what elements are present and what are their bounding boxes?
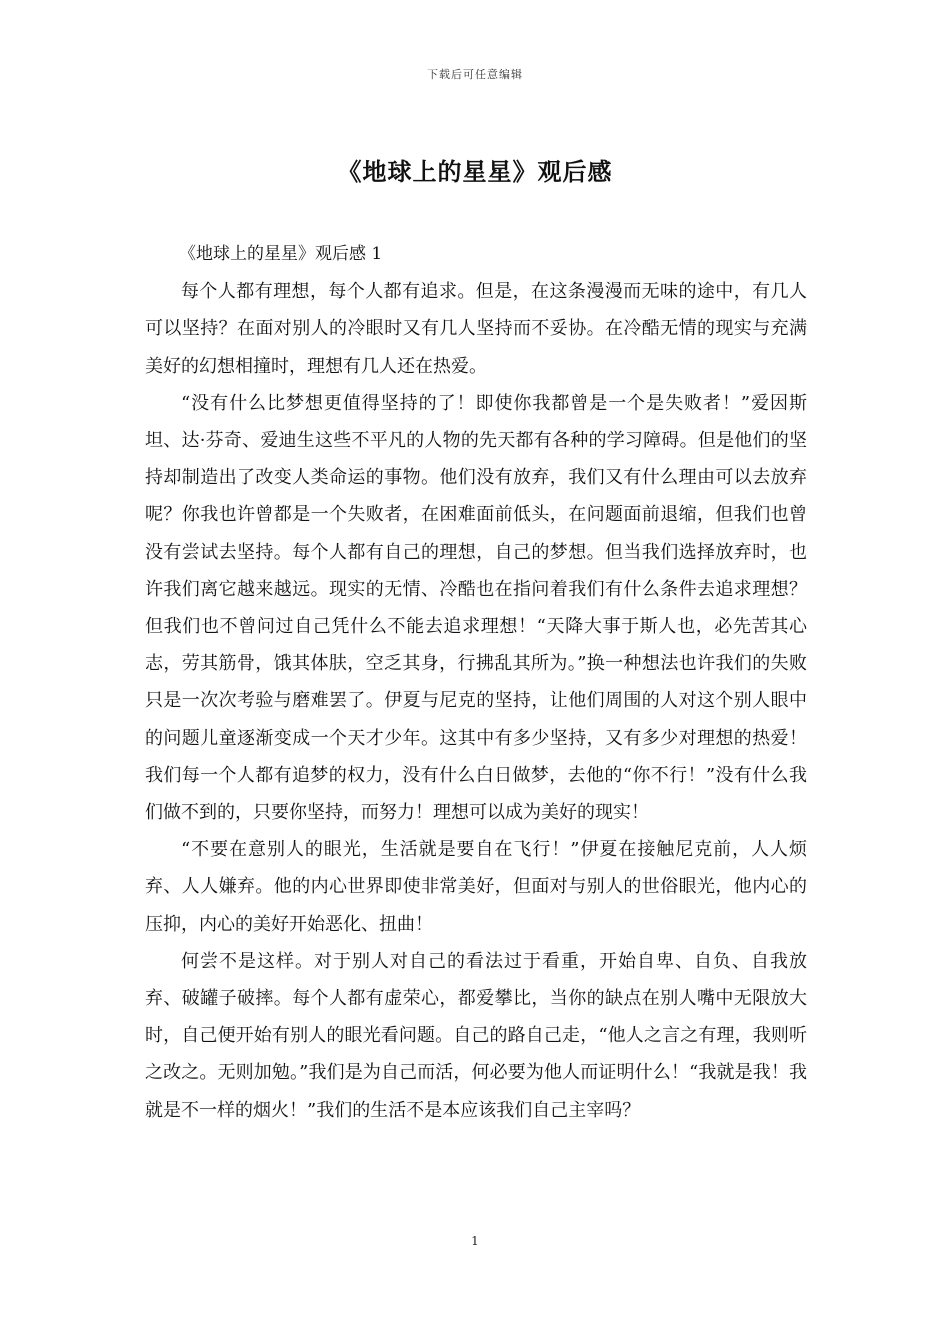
document-body xyxy=(145,236,807,1129)
paragraph: “不要在意别人的眼光，生活就是要自在飞行！”伊夏在接触尼克前，人人烦弃、人人嫌弃。他的内心世界即使非常美好，但面对与别人的世俗眼光，他内心的压抑，内心的美好开始恶化、扭曲！ xyxy=(145,839,807,935)
paragraph: 每个人都有理想，每个人都有追求。但是，在这条漫漫而无味的途中，有几人可以坚持？在面对别人的冷眼时又有几人坚持而不妥协。在冷酷无情的现实与充满美好的幻想相撞时，理想有几人还在热爱。 xyxy=(145,281,807,377)
paragraph: 何尝不是这样。对于别人对自己的看法过于看重，开始自卑、自负、自我放弃、破罐子破摔。每个人都有虚荣心，都爱攀比，当你的缺点在别人嘴中无限放大时，自己便开始有别人的眼光看问题。自己的路自己走，“他人之言之有理，我则听之改之。无则加勉。”我们是为自己而活，何必要为他人而证明什么！“我就是我！我就是不一样的烟火！”我们的生活不是本应该我们自己主宰吗？ xyxy=(145,950,807,1121)
page-number: 1 xyxy=(471,1234,479,1248)
section-subtitle: 《地球上的星星》观后感 1 xyxy=(179,244,383,264)
paragraph: “没有什么比梦想更值得坚持的了！即使你我都曾是一个是失败者！”爱因斯坦、达·芬奇、爱迪生这些不平凡的人物的先天都有各种的学习障碍。但是他们的坚持却制造出了改变人类命运的事物。他们没有放弃，我们又有什么理由可以去放弃呢？你我也许曾都是一个失败者，在困难面前低头，在问题面前退缩，但我们也曾没有尝试去坚持。每个人都有自己的理想，自己的梦想。但当我们选择放弃时，也许我们离它越来越远。现实的无情、冷酷也在指问着我们有什么条件去追求理想？但我们也不曾问过自己凭什么不能去追求理想！“天降大事于斯人也，必先苦其心志，劳其筋骨，饿其体肤，空乏其身，行拂乱其所为。”换一种想法也许我们的失败只是一次次考验与磨难罢了。伊夏与尼克的坚持，让他们周围的人对这个别人眼中的问题儿童逐渐变成一个天才少年。这其中有多少坚持，又有多少对理想的热爱！我们每一个人都有追梦的权力，没有什么白日做梦，去他的“你不行！”没有什么我们做不到的，只要你坚持，而努力！理想可以成为美好的现实！ xyxy=(145,392,807,824)
header-note: 下载后可任意编辑 xyxy=(427,68,523,81)
document-title: 《地球上的星星》观后感 xyxy=(337,157,613,186)
